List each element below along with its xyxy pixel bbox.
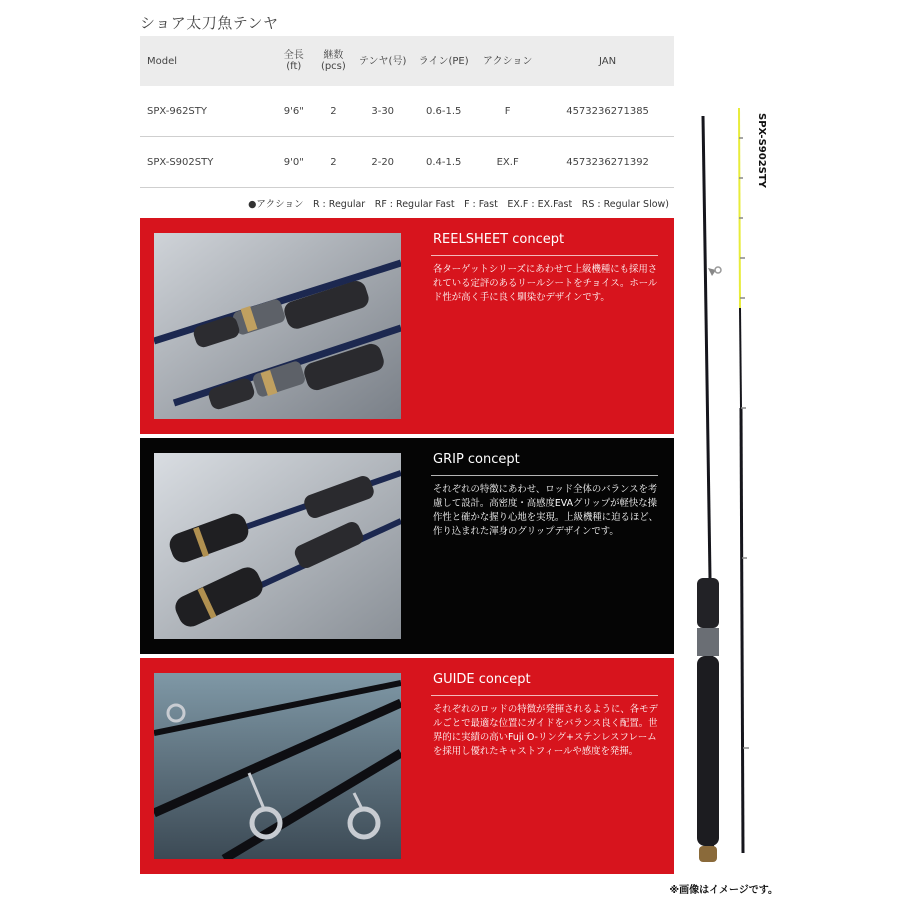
- cell-action: EX.F: [474, 137, 541, 188]
- header-length: [273, 36, 314, 86]
- action-legend: ●アクション R : Regular RF : Regular Fast F : Fast EX.F : EX.Fast RS : Regular Slow): [248, 199, 669, 210]
- cell-tenya: 3-30: [352, 86, 413, 137]
- cell-pieces: 2: [315, 137, 353, 188]
- header-line: ライン(PE): [413, 36, 474, 86]
- page-title: ショア太刀魚テンヤ: [140, 14, 279, 32]
- cell-line: 0.4-1.5: [413, 137, 474, 188]
- cell-tenya: 2-20: [352, 137, 413, 188]
- image-disclaimer: ※画像はイメージです。: [669, 885, 778, 896]
- butt-cap: [699, 846, 717, 862]
- grip-title: GRIP concept: [433, 452, 520, 467]
- cell-pieces: 2: [315, 86, 353, 137]
- header-pieces-label: 継数: [323, 50, 344, 61]
- spec-table: [140, 36, 674, 188]
- rod-model-label: [755, 113, 769, 189]
- reelseat-description: 各ターゲットシリーズにあわせて上級機種にも採用されている定評のあるリールシートをチョイス。ホールド性が高く手に良く馴染むデザインです。: [433, 264, 658, 303]
- fore-grip: [697, 578, 719, 628]
- grip-photo: [154, 453, 401, 639]
- reelseat-title: REELSHEET concept: [433, 232, 565, 247]
- header-model: Model: [140, 36, 273, 86]
- spec-header-row: [140, 36, 674, 86]
- reelseat-divider: [431, 255, 658, 256]
- cell-line: 0.6-1.5: [413, 86, 474, 137]
- header-length-label: 全長: [283, 50, 304, 61]
- header-length-unit: (ft): [286, 61, 302, 72]
- grip-concept-panel: [140, 438, 674, 654]
- cell-model: SPX-962STY: [140, 86, 273, 137]
- guide-title: GUIDE concept: [433, 672, 531, 687]
- guide-divider: [431, 695, 658, 696]
- rear-grip: [697, 656, 719, 846]
- guide-photo: [154, 673, 401, 859]
- guide-concept-panel: [140, 658, 674, 874]
- rod-model-label-text: SPX-S902STY: [756, 113, 767, 188]
- table-row: [140, 137, 674, 188]
- header-pieces-unit: (pcs): [320, 61, 346, 72]
- reelseat-concept-panel: [140, 218, 674, 434]
- header-tenya: テンヤ(号): [352, 36, 413, 86]
- cell-action: F: [474, 86, 541, 137]
- header-action: アクション: [474, 36, 541, 86]
- reel-seat: [697, 628, 719, 656]
- cell-model: SPX-S902STY: [140, 137, 273, 188]
- cell-jan: 4573236271392: [541, 137, 674, 188]
- cell-length: 9'6": [273, 86, 314, 137]
- cell-length: 9'0": [273, 137, 314, 188]
- cell-jan: 4573236271385: [541, 86, 674, 137]
- reelseat-photo: [154, 233, 401, 419]
- guide-description: それぞれのロッドの特徴が発揮されるように、各モデルごとで最適な位置にガイドをバランス良く配置。世界的に実績の高いFuji O-リング+ステンレスフレームを採用し優れたキャストフィールや感度を発揮。: [433, 704, 658, 757]
- header-jan: JAN: [541, 36, 674, 86]
- header-pieces: [315, 36, 353, 86]
- grip-description: それぞれの特徴にあわせ、ロッド全体のバランスを考慮して設計。高密度・高感度EVAグリップが軽快な操作性と確かな握り心地を実現。上級機種に迫るほど、作り込まれた渾身のグリップデザインです。: [433, 484, 659, 537]
- rod-product-image: [683, 108, 793, 868]
- table-row: [140, 86, 674, 137]
- grip-divider: [431, 475, 658, 476]
